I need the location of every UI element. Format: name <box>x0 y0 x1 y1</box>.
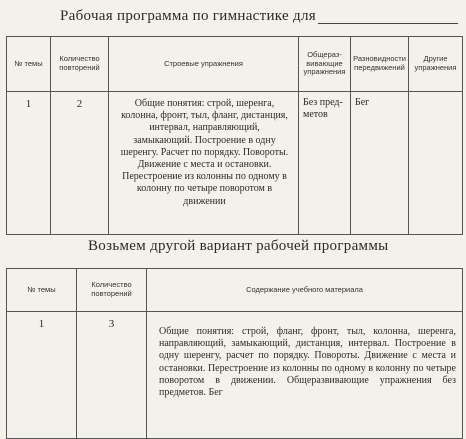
header-movement-types: Разновидности передвижений <box>351 37 409 92</box>
cell-repetitions: 2 <box>51 92 109 235</box>
header-drill-exercises: Строевые упражнения <box>109 37 299 92</box>
header-general-exercises: Общеразвивающие упражнения <box>299 37 351 92</box>
header-content: Содержание учебного материала <box>147 269 463 312</box>
cell-general-exercises: Без предметов <box>299 92 351 235</box>
program-table-1 <box>6 36 463 235</box>
header-repetitions: Количество повторений <box>77 269 147 312</box>
cell-theme-number: 1 <box>7 312 77 439</box>
table-header-row <box>7 37 463 92</box>
program-title: Рабочая программа по гимнастике для <box>60 8 316 24</box>
header-repetitions: Количество повторений <box>51 37 109 92</box>
cell-movement-types: Бег <box>351 92 409 235</box>
table-row <box>7 312 463 439</box>
cell-content: Общие понятия: строй, фланг, фронт, тыл, колонна, шеренга, направляющий, замыкающий, дистанция, интервал. Построение в одну шеренгу, расчет по порядку. Повороты. Движение с места и остановки. Перестроение из колонны по одному в колонну по четыре поворотом в движении. Общеразвивающие упражнения без предметов. Бег <box>147 312 463 439</box>
blank-fill-line <box>318 23 458 24</box>
header-theme-number: № темы <box>7 37 51 92</box>
header-theme-number: № темы <box>7 269 77 312</box>
section-heading: Возьмем другой вариант рабочей программы <box>88 238 389 254</box>
cell-other-exercises <box>409 92 463 235</box>
cell-drill-exercises: Общие понятия: строй, шеренга, колонна, фронт, тыл, фланг, дистанция, интервал, направляющий, замыкающий. Построение в одну шеренгу. Расчет по порядку. Повороты. Движение с места и остановки. Перестроение из колонны по одному в колонну по четыре поворотом в движении <box>109 92 299 235</box>
table-row <box>7 92 463 235</box>
cell-repetitions: 3 <box>77 312 147 439</box>
header-other-exercises: Другие упражнения <box>409 37 463 92</box>
cell-theme-number: 1 <box>7 92 51 235</box>
program-table-2 <box>6 268 463 439</box>
table-header-row <box>7 269 463 312</box>
